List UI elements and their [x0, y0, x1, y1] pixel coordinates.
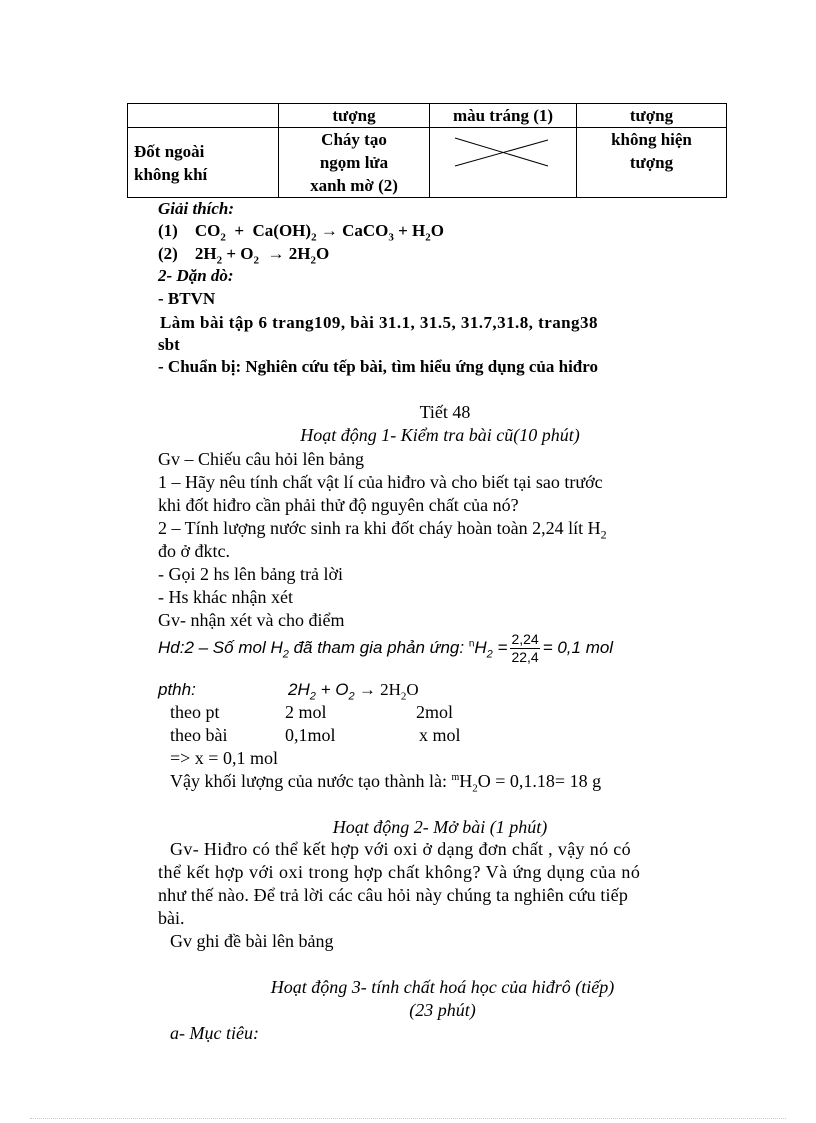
equation-1: (1) $CO_2 + Ca(OH)_2$ → CaCO$_3$ + $H_2O$ — [158, 221, 444, 244]
cell-line: không hiện — [611, 130, 692, 149]
cell-line: Đốt ngoài — [134, 141, 205, 161]
table-cell-label — [128, 128, 279, 198]
paragraph: - Gọi 2 hs lên bảng trả lời — [158, 564, 343, 584]
theo-pt-value: 2 mol — [285, 702, 327, 722]
solution-line: Hd:2 – Số mol $H_2$ đã tham gia phản ứng: $^nH_2$ = $\frac{2,24}{22,4} = 0,1$ mol — [158, 631, 614, 665]
mass-text: Vậy khối lượng của nước tạo thành là: — [170, 771, 452, 791]
paragraph: Gv ghi đề bài lên bảng — [170, 931, 334, 951]
cross-mark-icon — [430, 128, 564, 198]
paragraph: thể kết hợp với oxi trong hợp chất không? Và ứng dụng của nó — [158, 862, 641, 882]
result-line: => x = 0,1 mol — [170, 748, 278, 768]
result-table — [127, 103, 727, 198]
table-header-cell: tượng — [577, 104, 727, 128]
solution-text: đã tham gia phản ứng: — [288, 637, 469, 657]
mass-line: Vậy khối lượng của nước tạo thành là: $^mH_2O = 0,1.18= 18$ g — [170, 771, 602, 795]
theo-bai-label: theo bài — [170, 725, 228, 745]
table-row — [128, 128, 727, 198]
cell-line: ngọm lửa — [319, 153, 389, 172]
table-cell — [279, 128, 430, 198]
activity-heading: Hoạt động 3- tính chất hoá học của hiđrô (tiếp) — [270, 977, 615, 997]
pthh-label: pthh: — [158, 680, 196, 699]
section-subheading: a- Mục tiêu: — [170, 1023, 259, 1043]
table-header-cell: tượng — [279, 104, 430, 128]
paragraph: bài. — [158, 908, 185, 928]
activity-heading: Hoạt động 1- Kiểm tra bài cũ(10 phút) — [300, 425, 580, 445]
table-cell — [577, 128, 727, 198]
table-header-cell — [128, 104, 279, 128]
cell-line: tượng — [629, 153, 674, 172]
eq-number: (1) — [158, 221, 178, 240]
solution-text: Hd:2 – Số mol H — [158, 637, 283, 657]
mass-text: O = 0,1.18= 18 g — [477, 771, 602, 791]
paragraph: đo ở đktc. — [158, 541, 231, 561]
equation-2: (2) $2H_2 + O_2 \to 2H_2O$ — [158, 244, 330, 267]
paragraph: Gv- nhận xét và cho điểm — [158, 610, 345, 630]
lesson-title: Tiết 48 — [419, 402, 471, 422]
table-header-row — [128, 104, 727, 128]
activity-duration: (23 phút) — [409, 1000, 476, 1020]
paragraph: - Hs khác nhận xét — [158, 587, 293, 607]
paragraph: Gv – Chiếu câu hỏi lên bảng — [158, 449, 364, 469]
homework-line: - Chuẩn bị: Nghiên cứu tếp bài, tìm hiểu ứng dụng của hiđro — [158, 357, 598, 376]
pthh-equation: $2H_2 + O_2 \to 2H_2O$ — [288, 680, 419, 703]
paragraph: Gv- Hiđro có thể kết hợp với oxi ở dạng đơn chất , vậy nó có — [170, 839, 631, 859]
theo-pt-label: theo pt — [170, 702, 220, 722]
theo-pt-value: 2mol — [416, 702, 454, 722]
cell-line: không khí — [134, 164, 208, 184]
paragraph-text: 2 – Tính lượng nước sinh ra khi đốt cháy hoàn toàn 2,24 lít H — [158, 518, 601, 538]
cell-line: Cháy tạo — [321, 130, 387, 149]
homework-btvn: - BTVN — [158, 289, 216, 308]
paragraph: 2 – Tính lượng nước sinh ra khi đốt cháy hoàn toàn 2,24 lít $H_2$ — [158, 518, 607, 542]
fraction-numerator: 2,24 — [511, 631, 539, 647]
activity-heading: Hoạt động 2- Mở bài (1 phút) — [332, 817, 548, 837]
cell-line: xanh mờ (2) — [310, 176, 398, 195]
paragraph: như thế nào. Để trả lời các câu hỏi này chúng ta nghiên cứu tiếp — [158, 885, 628, 905]
paragraph: 1 – Hãy nêu tính chất vật lí của hiđro và cho biết tại sao trước — [158, 472, 603, 492]
table-header-cell: màu tráng (1) — [430, 104, 577, 128]
fraction — [510, 631, 539, 666]
page-divider — [30, 1118, 786, 1119]
solution-text: = 0,1 mol — [542, 637, 614, 657]
homework-line: Làm bài tập 6 trang109, bài 31.1, 31.5, 31.7,31.8, trang38 — [160, 313, 598, 332]
theo-bai-value: 0,1mol — [285, 725, 336, 745]
theo-bai-value: x mol — [419, 725, 461, 745]
paragraph: khi đốt hiđro cần phải thử độ nguyên chất của nó? — [158, 495, 519, 515]
homework-title: 2- Dặn dò: — [158, 266, 234, 285]
eq-number: (2) — [158, 244, 178, 263]
fraction-denominator: 22,4 — [511, 649, 539, 665]
homework-line: sbt — [158, 335, 180, 354]
table-cell-crossed — [430, 128, 577, 198]
explain-title: Giải thích: — [158, 199, 235, 218]
